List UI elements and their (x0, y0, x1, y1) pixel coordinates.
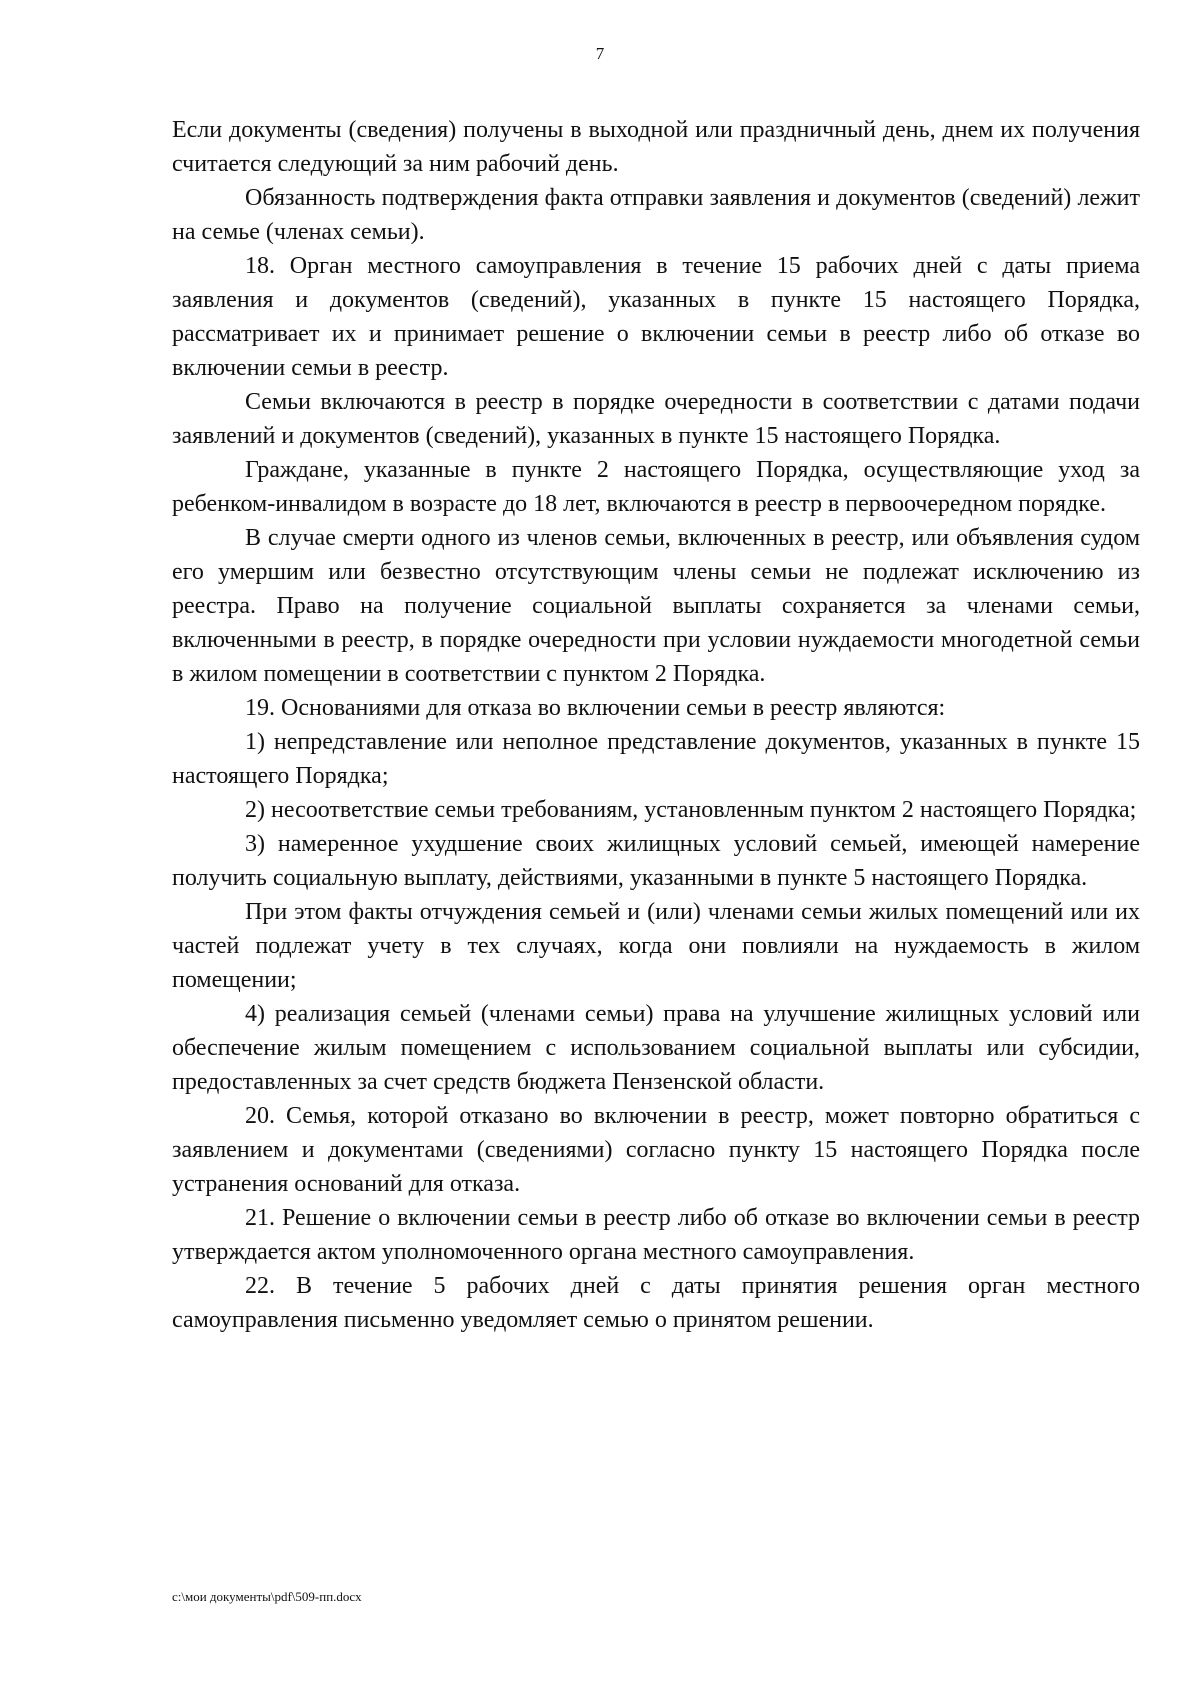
paragraph-item-21: 21. Решение о включении семьи в реестр либо об отказе во включении семьи в реестр утверждается актом уполномоченного органа местного самоуправления. (172, 1205, 1140, 1265)
list-item: 3) намеренное ухудшение своих жилищных условий семьей, имеющей намерение получить социальную выплату, действиями, указанными в пункте 5 настоящего Порядка. (172, 831, 1140, 891)
list-item: 4) реализация семьей (членами семьи) права на улучшение жилищных условий или обеспечение жилым помещением с использованием социальной выплаты или субсидии, предоставленных за счет средств бюджета Пензенской области. (172, 1001, 1140, 1095)
paragraph-item-19: 19. Основаниями для отказа во включении семьи в реестр являются: (245, 695, 946, 721)
paragraph: Если документы (сведения) получены в выходной или праздничный день, днем их получения считается следующий за ним рабочий день. (172, 117, 1140, 177)
paragraph-item-22: 22. В течение 5 рабочих дней с даты принятия решения орган местного самоуправления письменно уведомляет семью о принятом решении. (172, 1273, 1140, 1333)
paragraph: Граждане, указанные в пункте 2 настоящего Порядка, осуществляющие уход за ребенком-инвалидом в возрасте до 18 лет, включаются в реестр в первоочередном порядке. (172, 457, 1140, 517)
paragraph: В случае смерти одного из членов семьи, включенных в реестр, или объявления судом его умершим или безвестно отсутствующим члены семьи не подлежат исключению из реестра. Право на получение социальной выплаты сохраняется за членами семьи, включенными в реестр, в порядке очередности при условии нуждаемости многодетной семьи в жилом помещении в соответствии с пунктом 2 Порядка. (172, 525, 1140, 687)
list-item: 2) несоответствие семьи требованиям, установленным пунктом 2 настоящего Порядка; (245, 797, 1137, 823)
paragraph: Обязанность подтверждения факта отправки заявления и документов (сведений) лежит на семье (членах семьи). (172, 185, 1140, 245)
page-number: 7 (595, 44, 605, 63)
paragraph: При этом факты отчуждения семьей и (или) членами семьи жилых помещений или их частей подлежат учету в тех случаях, когда они повлияли на нуждаемость в жилом помещении; (172, 899, 1140, 993)
list-item: 1) непредставление или неполное представление документов, указанных в пункте 15 настоящего Порядка; (172, 729, 1140, 789)
document-body (172, 113, 1140, 1337)
footer-file-path: c:\мои документы\pdf\509-пп.docx (172, 1589, 362, 1604)
paragraph-item-20: 20. Семья, которой отказано во включении в реестр, может повторно обратиться с заявлением и документами (сведениями) согласно пункту 15 настоящего Порядка после устранения оснований для отказа. (172, 1103, 1140, 1197)
paragraph-item-18: 18. Орган местного самоуправления в течение 15 рабочих дней с даты приема заявления и документов (сведений), указанных в пункте 15 настоящего Порядка, рассматривает их и принимает решение о включении семьи в реестр либо об отказе во включении семьи в реестр. (172, 253, 1140, 381)
paragraph: Семьи включаются в реестр в порядке очередности в соответствии с датами подачи заявлений и документов (сведений), указанных в пункте 15 настоящего Порядка. (172, 389, 1140, 449)
